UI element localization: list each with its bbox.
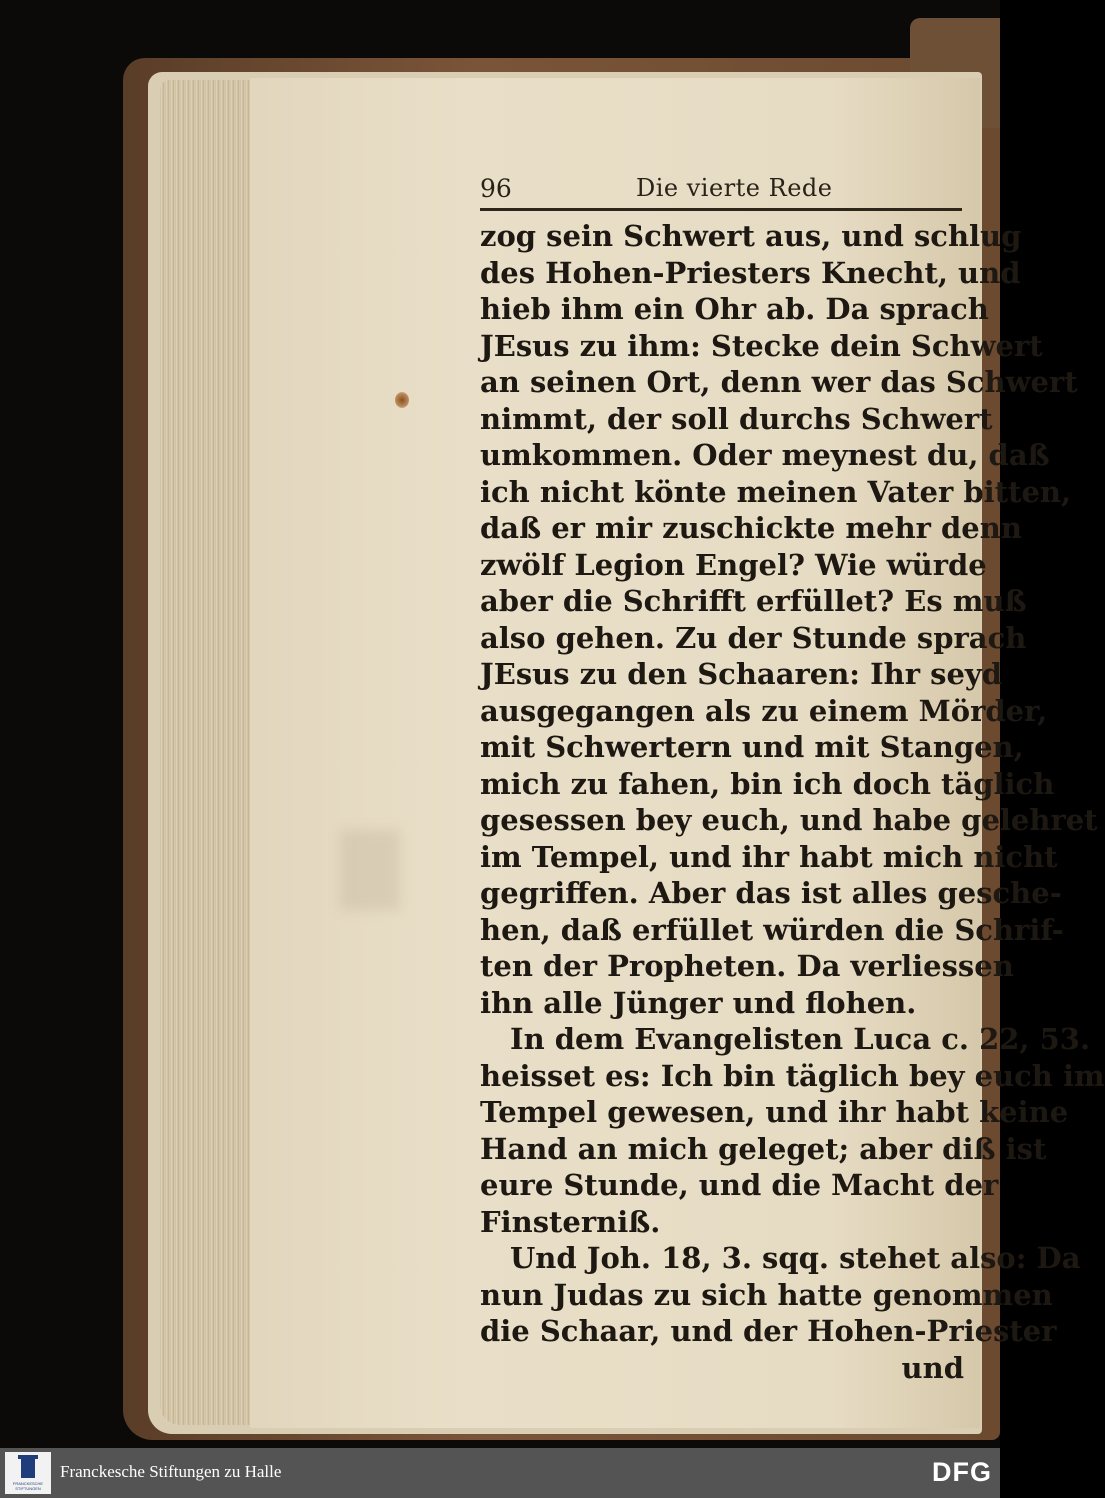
text-line: eure Stunde, und die Macht der [480,1168,999,1202]
text-line: des Hohen-Priesters Knecht, und [480,255,1021,290]
text-line: hieb ihm ein Ohr ab. Da sprach [480,292,989,326]
ink-stain [395,392,409,408]
dfg-logo[interactable]: DFG [932,1457,992,1487]
text-line: mich zu fahen, bin ich doch täglich [480,766,1055,801]
text-line: zog sein Schwert aus, und schlug [480,219,1022,253]
text-line: aber die Schrifft erfüllet? Es muß [480,584,1027,618]
show-through [340,830,400,910]
text-line: In dem Evangelisten Luca c. 22, 53. [510,1022,1091,1056]
text-line: im Tempel, und ihr habt mich nicht [480,839,1058,874]
text-line: ten der Propheten. Da verliessen [480,949,1014,983]
logo-caption: FRANCKESCHE STIFTUNGEN [12,1481,44,1491]
text-line: mit Schwertern und mit Stangen, [480,730,1024,764]
running-title: Die vierte Rede [636,174,833,202]
text-line: ihn alle Jünger und flohen. [480,985,917,1020]
text-line: an seinen Ort, denn wer das Schwert [480,365,1078,399]
running-head [480,168,962,208]
text-line: ich nicht könte meinen Vater bitten, [480,474,1072,509]
text-line: nun Judas zu sich hatte genommen [480,1277,1053,1312]
text-line: die Schaar, und der Hohen-Priester [480,1314,1057,1348]
page-edges [160,80,256,1425]
text-line: heisset es: Ich bin täglich bey euch im [480,1058,1105,1093]
text-line: Und Joh. 18, 3. sqq. stehet also: Da [510,1241,1081,1275]
page-number: 96 [480,174,512,203]
building-icon [21,1458,35,1478]
text-line: also gehen. Zu der Stunde sprach [480,620,1027,655]
text-line: Finsterniß. [480,1204,661,1239]
text-line: ausgegangen als zu einem Mörder, [480,693,1048,728]
institution-name[interactable]: Franckesche Stiftungen zu Halle [60,1462,282,1481]
institution-logo[interactable] [5,1452,51,1494]
text-line: gesessen bey euch, und habe gelehret [480,803,1098,837]
text-line: nimmt, der soll durchs Schwert [480,401,993,436]
body-text [480,218,1105,1386]
viewer-footer [0,1448,1000,1498]
text-line: JEsus zu ihm: Stecke dein Schwert [480,328,1043,363]
text-line: Tempel gewesen, und ihr habt keine [480,1095,1069,1129]
text-line: hen, daß erfüllet würden die Schrif- [480,912,1064,947]
text-line: Hand an mich geleget; aber diß ist [480,1131,1047,1166]
text-line: gegriffen. Aber das ist alles gesche- [480,876,1062,910]
catchword: und [901,1350,964,1385]
header-rule [480,208,962,211]
text-line: umkommen. Oder meynest du, daß [480,438,1050,472]
text-line: JEsus zu den Schaaren: Ihr seyd [480,657,1003,691]
text-line: zwölf Legion Engel? Wie würde [480,547,987,582]
text-line: daß er mir zuschickte mehr denn [480,511,1022,545]
